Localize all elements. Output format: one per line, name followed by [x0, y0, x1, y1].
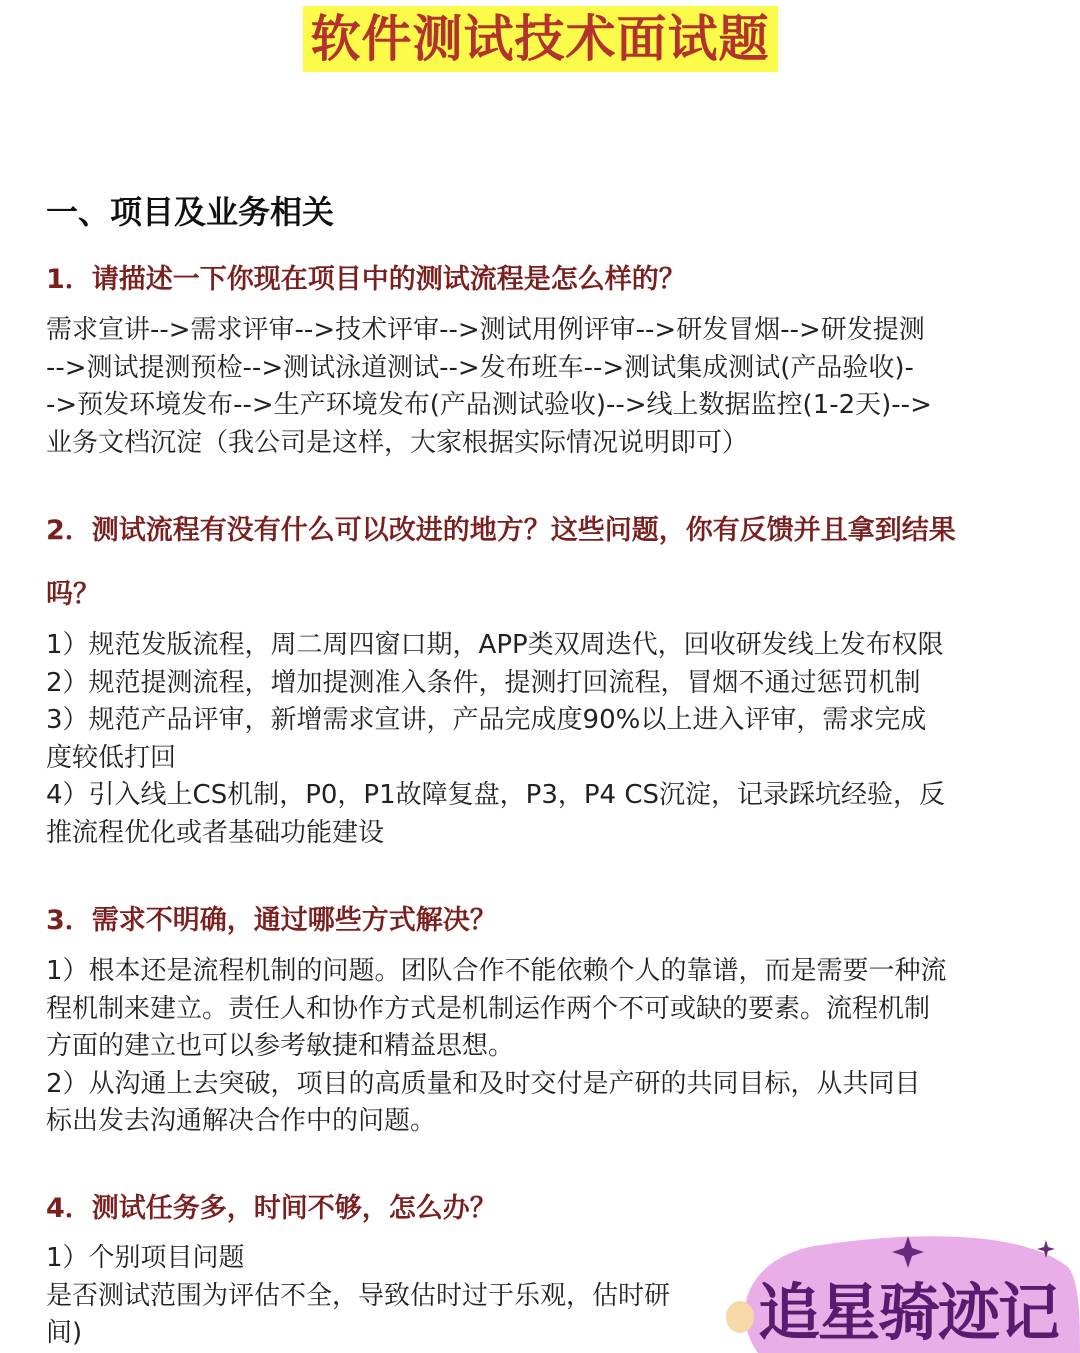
watermark-logo [718, 1222, 1080, 1353]
answer-line: 是否测试范围为评估不全，导致估时过于乐观，估时研 [46, 1280, 671, 1311]
question-2-line-1: 2．测试流程有没有什么可以改进的地方？这些问题，你有反馈并且拿到结果 [46, 515, 956, 546]
answer-3 [46, 953, 1046, 1141]
section-heading: 一、项目及业务相关 [46, 193, 335, 231]
watermark-text: 追星骑迹记 [758, 1276, 1059, 1349]
answer-line: 方面的建立也可以参考敏捷和精益思想。 [46, 1031, 515, 1061]
answer-line: 2）从沟通上去突破，项目的高质量和及时交付是产研的共同目标，从共同目 [46, 1068, 921, 1099]
watermark-bubble [726, 1301, 754, 1333]
question-2-line-2: 吗？ [46, 579, 100, 610]
title-container [0, 6, 1080, 72]
answer-line: ->预发环境发布-->生产环境发布(产品测试验收)-->线上数据监控(1-2天)--> [46, 390, 932, 420]
answer-1 [46, 312, 1046, 462]
answer-line: 1）规范发版流程，周二周四窗口期，APP类双周迭代，回收研发线上发布权限 [46, 630, 944, 660]
answer-line: 标出发去沟通解决合作中的问题。 [46, 1106, 437, 1136]
answer-line: 业务文档沉淀（我公司是这样，大家根据实际情况说明即可） [46, 427, 749, 458]
answer-line: 度较低打回 [46, 742, 177, 773]
answer-2 [46, 627, 1046, 852]
answer-line: 3）规范产品评审，新增需求宣讲，产品完成度90%以上进入评审，需求完成 [46, 705, 927, 735]
question-1: 1．请描述一下你现在项目中的测试流程是怎么样的？ [46, 264, 686, 295]
answer-line: 1）个别项目问题 [46, 1243, 245, 1273]
page-title: 软件测试技术面试题 [303, 6, 778, 72]
answer-line: 需求宣讲-->需求评审-->技术评审-->测试用例评审-->研发冒烟-->研发提测 [46, 315, 925, 345]
answer-line: 间) [46, 1318, 83, 1348]
answer-line: 4）引入线上CS机制，P0，P1故障复盘，P3，P4 CS沉淀，记录踩坑经验，反 [46, 780, 946, 810]
answer-line: -->测试提测预检-->测试泳道测试-->发布班车-->测试集成测试(产品验收)- [46, 352, 914, 383]
question-4: 4．测试任务多，时间不够，怎么办？ [46, 1193, 497, 1224]
answer-line: 2）规范提测流程，增加提测准入条件，提测打回流程，冒烟不通过惩罚机制 [46, 667, 921, 698]
answer-line: 程机制来建立。责任人和协作方式是机制运作两个不可或缺的要素。流程机制 [46, 993, 931, 1024]
answer-line: 1）根本还是流程机制的问题。团队合作不能依赖个人的靠谱，而是需要一种流 [46, 956, 947, 986]
answer-line: 推流程优化或者基础功能建设 [46, 817, 385, 848]
question-3: 3．需求不明确，通过哪些方式解决？ [46, 905, 497, 936]
